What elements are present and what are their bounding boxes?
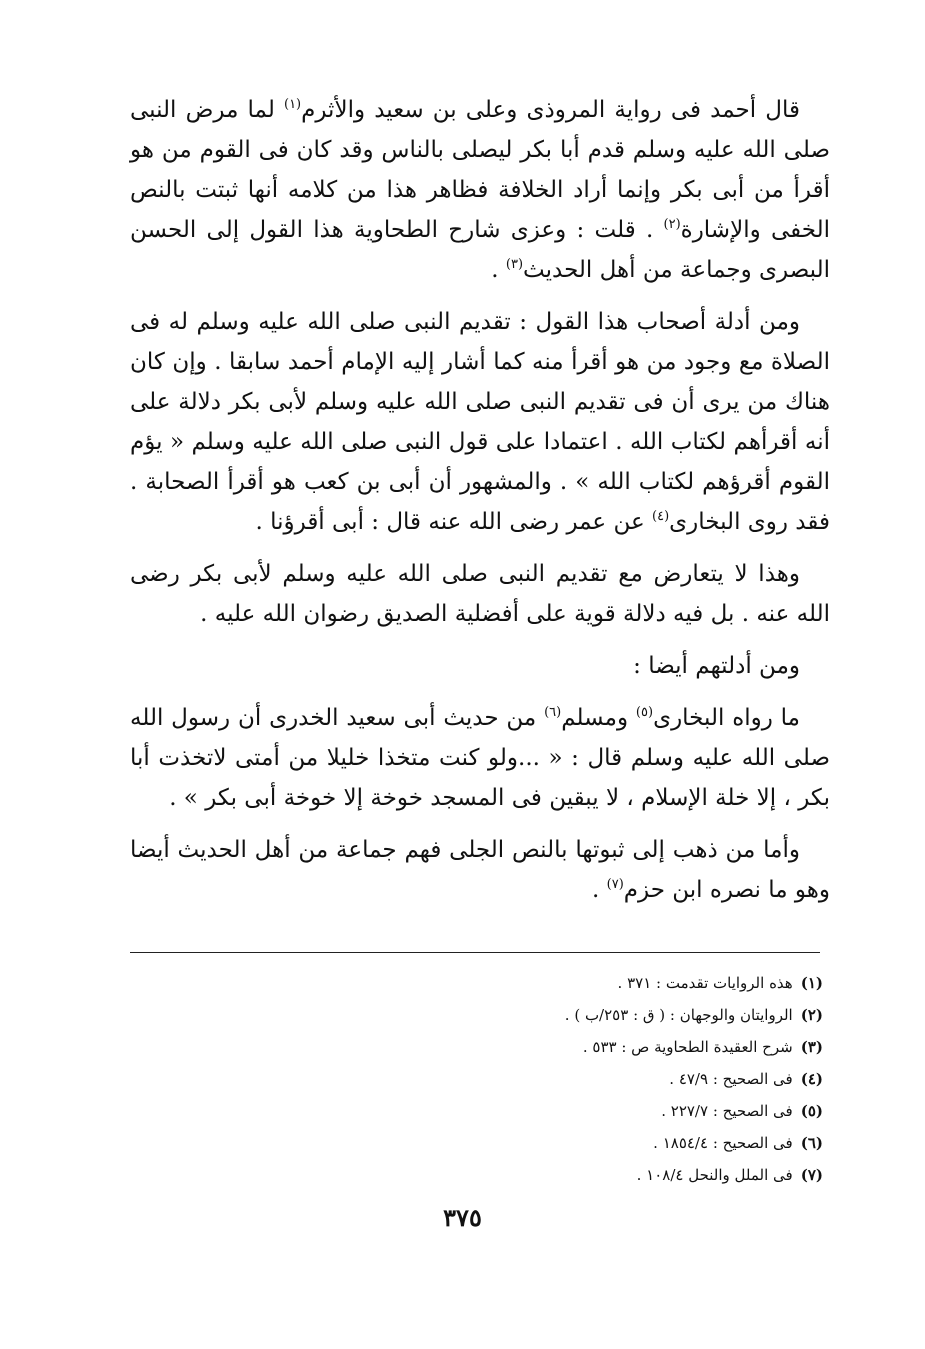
paragraph-text: .	[491, 257, 506, 283]
footnote-text: فى الصحيح : ٤٧/٩ .	[669, 1070, 793, 1088]
page-number: ٣٧٥	[443, 1203, 482, 1232]
footnote-number: (٣)	[800, 1038, 823, 1056]
paragraph-text: ومن أدلتهم أيضا :	[633, 653, 800, 679]
footnote-item	[343, 1063, 823, 1095]
footnote-number: (٧)	[800, 1166, 823, 1184]
paragraph	[130, 698, 830, 818]
footnote-text: هذه الروايات تقدمت : ٣٧١ .	[617, 974, 793, 992]
footnote-ref: (٣)	[505, 256, 524, 272]
footnote-text: فى الصحيح : ١٨٥٤/٤ .	[653, 1134, 793, 1152]
paragraph	[130, 646, 830, 686]
paragraph	[130, 830, 830, 910]
paragraph-text: من حديث أبى سعيد الخدرى أن رسول الله صلى الله عليه وسلم قال : « ...ولو كنت متخذا خليلا من أمتى لاتخذت أبا بكر ، إلا خلة الإسلام ، لا يبقين فى المسجد خوخة إلا خوخة أبى بكر » .	[130, 705, 830, 811]
paragraph-text: وهذا لا يتعارض مع تقديم النبى صلى الله عليه وسلم لأبى بكر رضى الله عنه . بل فيه دلالة قوية على أفضلية الصديق رضوان الله عليه .	[130, 561, 830, 627]
paragraph-text: ومن أدلة أصحاب هذا القول : تقديم النبى صلى الله عليه وسلم له فى الصلاة مع وجود من هو أقرأ منه كما أشار إليه الإمام أحمد سابقا . وإن كان هناك من يرى أن فى تقديم النبى صلى الله عليه وسلم لأبى بكر دلالة على أنه أقرأهم لكتاب الله . اعتمادا على قول النبى صلى الله عليه وسلم « يؤم القوم أقرؤهم لكتاب الله » . والمشهور أن أبى بن كعب هو أقرأ الصحابة . فقد روى البخارى	[130, 309, 830, 535]
footnote-text: فى الملل والنحل ١٠٨/٤ .	[636, 1166, 793, 1184]
footnote-item	[343, 1127, 823, 1159]
paragraph-text: . قلت : وعزى شارح الطحاوية هذا القول إلى الحسن البصرى وجماعة من أهل الحديث	[130, 217, 830, 283]
paragraph	[130, 554, 830, 634]
body-text	[130, 90, 830, 910]
footnote-text: شرح العقيدة الطحاوية ص : ٥٣٣ .	[582, 1038, 793, 1056]
paragraph-text: لما مرض النبى صلى الله عليه وسلم قدم أبا بكر ليصلى بالناس وقد كان فى القوم من هو أقرأ من أبى بكر وإنما أراد الخلافة فظاهر هذا من كلامه أنها ثبتت بالنص الخفى والإشارة	[130, 97, 830, 243]
footnote-number: (٦)	[800, 1134, 823, 1152]
footnote-ref: (١)	[283, 96, 302, 112]
paragraph	[130, 302, 830, 542]
footnote-ref: (٤)	[652, 508, 670, 524]
paragraph-text: عن عمر رضى الله عنه قال : أبى أقرؤنا .	[255, 509, 653, 535]
footnote-number: (٤)	[800, 1070, 823, 1088]
footnote-item	[343, 1031, 823, 1063]
footnote-ref: (٦)	[544, 704, 562, 720]
footnote-item	[343, 999, 823, 1031]
paragraph	[130, 90, 830, 290]
footnote-item	[343, 1095, 823, 1127]
paragraph-text: وأما من ذهب إلى ثبوتها بالنص الجلى فهم جماعة من أهل الحديث أيضا وهو ما نصره ابن حزم	[130, 837, 830, 903]
footnote-number: (٥)	[800, 1102, 823, 1120]
paragraph-text: .	[592, 877, 607, 903]
paragraph-text: ومسلم	[561, 705, 636, 731]
footnote-number: (٢)	[800, 1006, 823, 1024]
footnote-ref: (٧)	[606, 876, 624, 892]
footnote-text: فى الصحيح : ٢٢٧/٧ .	[661, 1102, 793, 1120]
footnote-item	[343, 967, 823, 999]
footnote-ref: (٥)	[635, 704, 654, 720]
footnote-item	[343, 1159, 823, 1191]
footnote-text: الروايتان والوجهان : ( ق : ٢٥٣/ب ) .	[564, 1006, 793, 1024]
footnote-ref: (٢)	[663, 216, 681, 232]
paragraph-text: قال أحمد فى رواية المروذى وعلى بن سعيد والأثرم	[301, 97, 800, 123]
footnotes	[343, 967, 823, 1191]
footnote-separator	[130, 952, 820, 953]
footnote-number: (١)	[800, 974, 823, 992]
paragraph-text: ما رواه البخارى	[653, 705, 800, 731]
